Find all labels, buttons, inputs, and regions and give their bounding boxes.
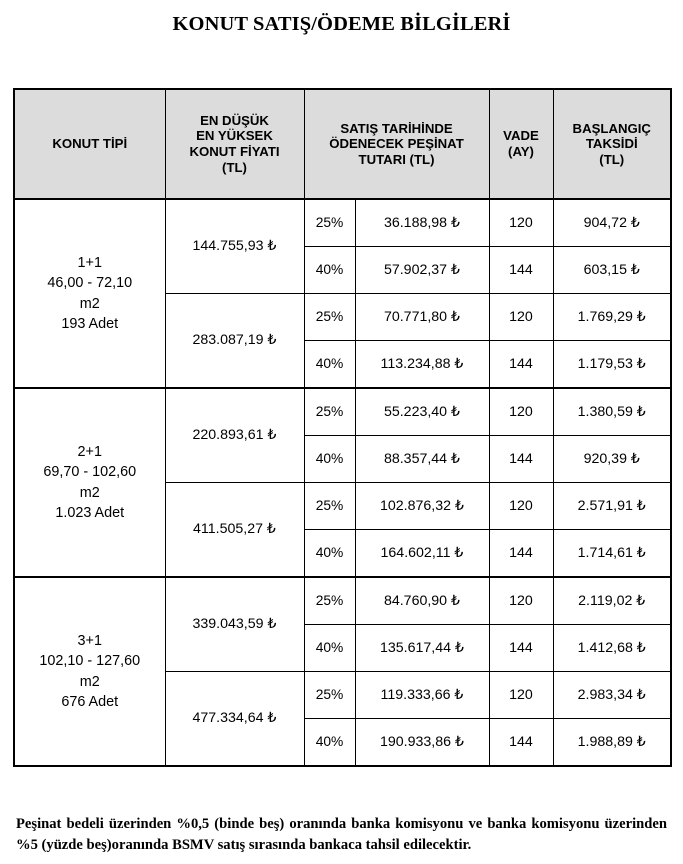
header-line: ÖDENECEK PEŞİNAT <box>329 136 464 152</box>
downpayment-amount-cell: 119.333,66 ₺ <box>355 672 489 719</box>
term-cell: 144 <box>489 530 553 578</box>
downpayment-percent-cell: 25% <box>304 672 355 719</box>
header-line: EN DÜŞÜK <box>200 112 269 128</box>
header-line: TAKSİDİ <box>585 136 638 152</box>
column-header-housing-price <box>165 89 304 199</box>
column-header-term <box>489 89 553 199</box>
header-line: KONUT TİPİ <box>52 136 128 152</box>
installment-cell: 2.983,34 ₺ <box>553 672 671 719</box>
installment-cell: 1.769,29 ₺ <box>553 294 671 341</box>
term-cell: 120 <box>489 577 553 625</box>
housing-sales-table <box>13 88 672 767</box>
installment-cell: 1.714,61 ₺ <box>553 530 671 578</box>
downpayment-amount-cell: 102.876,32 ₺ <box>355 483 489 530</box>
downpayment-percent-cell: 25% <box>304 294 355 341</box>
term-cell: 144 <box>489 247 553 294</box>
downpayment-amount-cell: 164.602,11 ₺ <box>355 530 489 578</box>
downpayment-percent-cell: 40% <box>304 247 355 294</box>
header-line: (AY) <box>508 144 534 159</box>
housing-price-cell: 411.505,27 ₺ <box>165 483 304 578</box>
downpayment-percent-cell: 25% <box>304 577 355 625</box>
column-header-starting-installment <box>553 89 671 199</box>
term-cell: 120 <box>489 294 553 341</box>
housing-type-line: 46,00 - 72,10 <box>47 275 133 292</box>
installment-cell: 2.119,02 ₺ <box>553 577 671 625</box>
downpayment-percent-cell: 25% <box>304 483 355 530</box>
installment-cell: 1.412,68 ₺ <box>553 625 671 672</box>
term-cell: 120 <box>489 199 553 247</box>
header-line: TUTARI (TL) <box>358 151 435 167</box>
housing-price-cell: 477.334,64 ₺ <box>165 672 304 767</box>
installment-cell: 2.571,91 ₺ <box>553 483 671 530</box>
downpayment-percent-cell: 40% <box>304 719 355 767</box>
downpayment-percent-cell: 25% <box>304 388 355 436</box>
term-cell: 120 <box>489 672 553 719</box>
term-cell: 120 <box>489 388 553 436</box>
downpayment-amount-cell: 36.188,98 ₺ <box>355 199 489 247</box>
downpayment-percent-cell: 40% <box>304 436 355 483</box>
housing-type-line: 676 Adet <box>61 693 119 710</box>
housing-type-line: 102,10 - 127,60 <box>39 653 141 670</box>
installment-cell: 603,15 ₺ <box>553 247 671 294</box>
housing-type-line: 1.023 Adet <box>55 504 125 521</box>
header-line: (TL) <box>222 159 247 175</box>
downpayment-amount-cell: 55.223,40 ₺ <box>355 388 489 436</box>
installment-cell: 1.179,53 ₺ <box>553 341 671 389</box>
housing-price-cell: 339.043,59 ₺ <box>165 577 304 672</box>
housing-type-line: 3+1 <box>77 632 102 649</box>
housing-type-cell <box>14 577 165 766</box>
installment-cell: 904,72 ₺ <box>553 199 671 247</box>
term-cell: 120 <box>489 483 553 530</box>
housing-type-cell <box>14 388 165 577</box>
header-line: SATIŞ TARİHİNDE <box>340 120 453 136</box>
housing-type-line: 2+1 <box>77 443 102 460</box>
downpayment-percent-cell: 40% <box>304 625 355 672</box>
column-header-housing-type <box>14 89 165 199</box>
term-cell: 144 <box>489 719 553 767</box>
housing-price-cell: 144.755,93 ₺ <box>165 199 304 294</box>
downpayment-percent-cell: 40% <box>304 530 355 578</box>
housing-price-cell: 220.893,61 ₺ <box>165 388 304 483</box>
downpayment-amount-cell: 113.234,88 ₺ <box>355 341 489 389</box>
downpayment-amount-cell: 57.902,37 ₺ <box>355 247 489 294</box>
downpayment-percent-cell: 40% <box>304 341 355 389</box>
housing-type-line: m2 <box>79 295 100 312</box>
installment-cell: 1.988,89 ₺ <box>553 719 671 767</box>
table-row <box>14 388 671 436</box>
header-line: VADE <box>503 128 539 144</box>
downpayment-amount-cell: 84.760,90 ₺ <box>355 577 489 625</box>
column-header-downpayment <box>304 89 489 199</box>
table-header <box>14 89 671 199</box>
downpayment-percent-cell: 25% <box>304 199 355 247</box>
commission-footnote: Peşinat bedeli üzerinden %0,5 (binde beş) oranında banka komisyonu ve banka komisyonu üzerinden %5 (yüzde beş)oranında BSMV satış sırasında bankaca tahsil edilecektir. <box>16 816 667 853</box>
term-cell: 144 <box>489 625 553 672</box>
header-line: (TL) <box>599 151 625 167</box>
page-title: KONUT SATIŞ/ÖDEME BİLGİLERİ <box>172 13 511 35</box>
downpayment-amount-cell: 135.617,44 ₺ <box>355 625 489 672</box>
term-cell: 144 <box>489 436 553 483</box>
housing-price-cell: 283.087,19 ₺ <box>165 294 304 389</box>
housing-type-line: m2 <box>79 673 100 690</box>
housing-type-line: 193 Adet <box>61 315 119 332</box>
housing-type-line: m2 <box>79 484 100 501</box>
table-body <box>14 199 671 766</box>
downpayment-amount-cell: 190.933,86 ₺ <box>355 719 489 767</box>
header-line: EN YÜKSEK <box>196 128 273 144</box>
header-line: KONUT FİYATI <box>189 144 280 159</box>
header-row <box>14 89 671 199</box>
table-row <box>14 577 671 625</box>
housing-type-line: 1+1 <box>77 254 102 271</box>
downpayment-amount-cell: 88.357,44 ₺ <box>355 436 489 483</box>
sales-table-container <box>13 88 670 767</box>
header-line: BAŞLANGIÇ <box>572 120 651 136</box>
term-cell: 144 <box>489 341 553 389</box>
housing-type-cell <box>14 199 165 388</box>
table-row <box>14 199 671 247</box>
installment-cell: 1.380,59 ₺ <box>553 388 671 436</box>
installment-cell: 920,39 ₺ <box>553 436 671 483</box>
housing-type-line: 69,70 - 102,60 <box>43 464 137 481</box>
downpayment-amount-cell: 70.771,80 ₺ <box>355 294 489 341</box>
